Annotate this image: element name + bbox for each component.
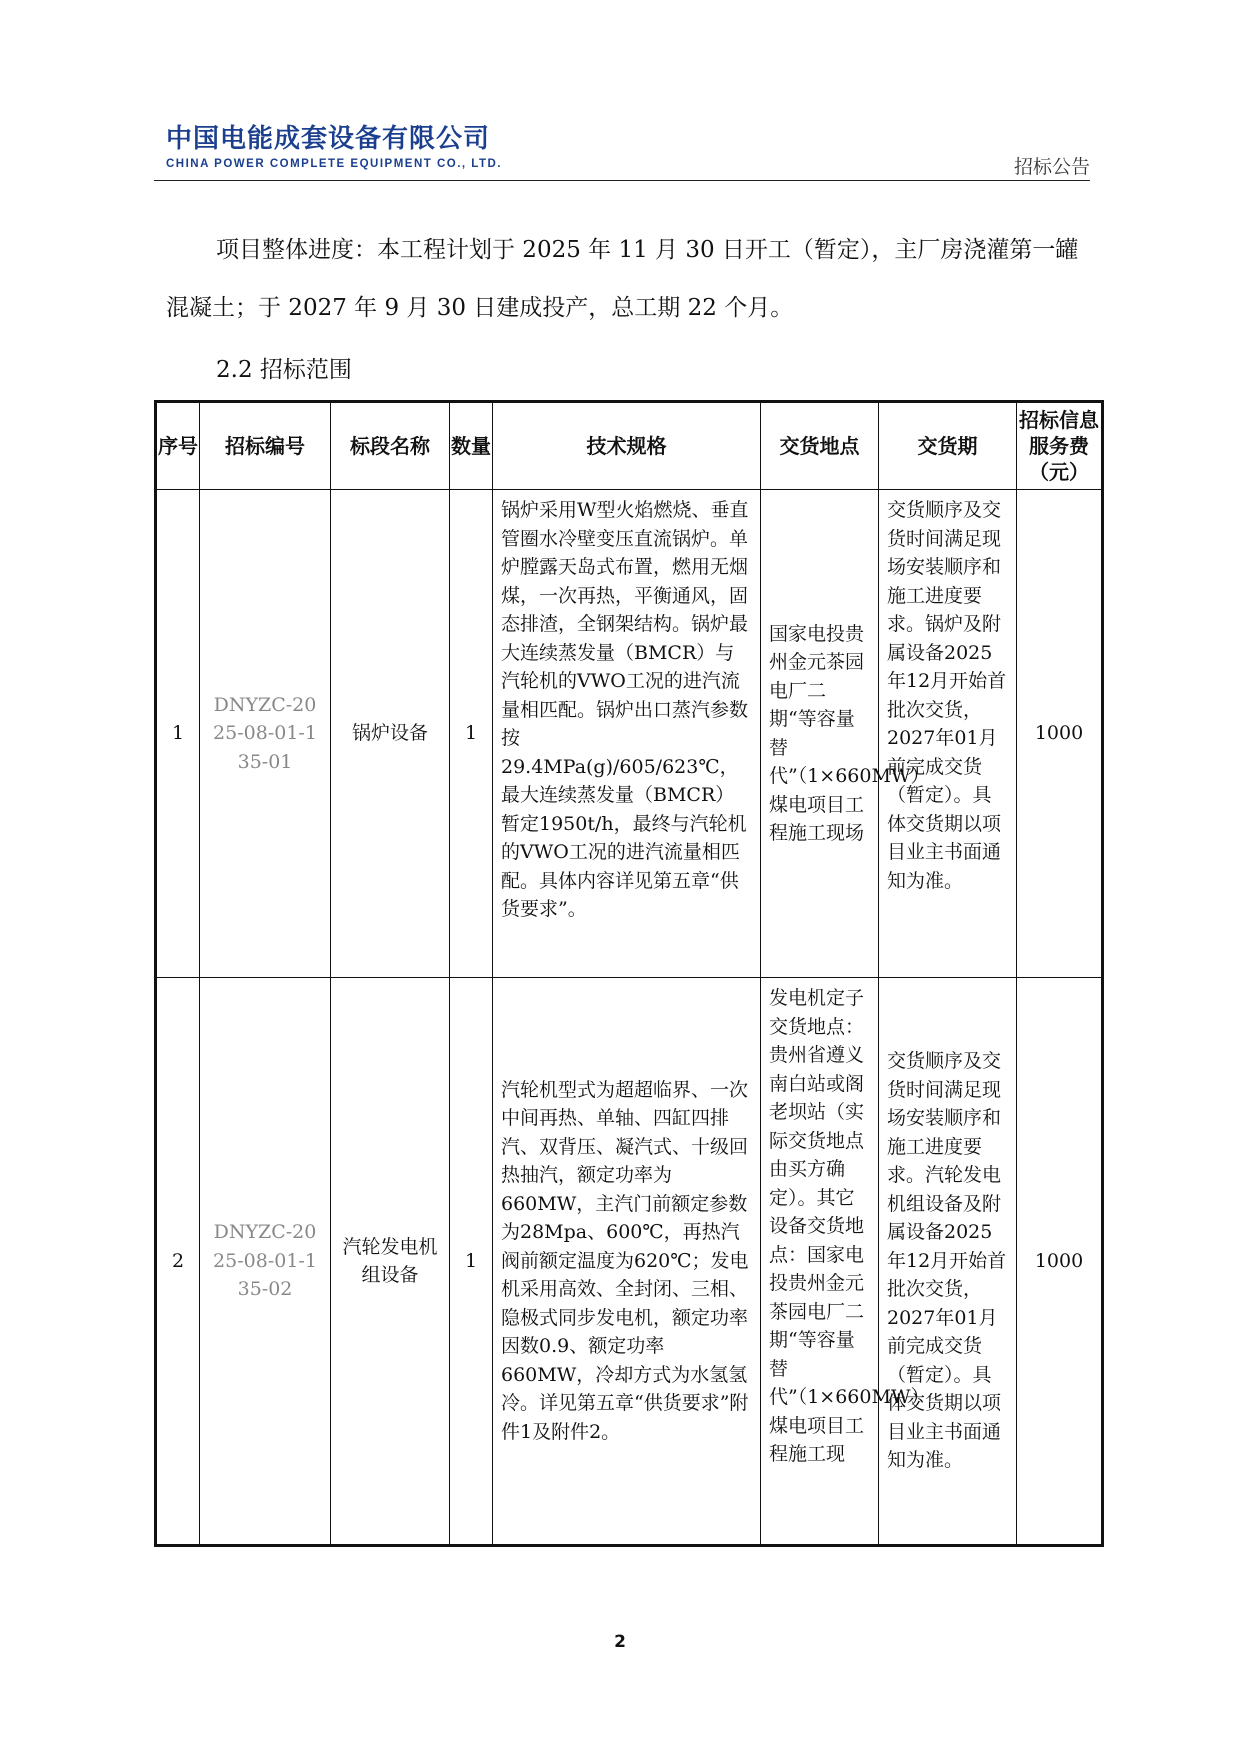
header-no: 序号 xyxy=(156,402,200,490)
row-place: 发电机定子交货地点：贵州省遵义南白站或阁老坝站（实际交货地点由买方确定）。其它设备交货地点：国家电投贵州金元茶园电厂二期“等容量替代”（1×660MW）煤电项目工程施工现 xyxy=(761,978,879,1546)
row-period: 交货顺序及交货时间满足现场安装顺序和施工进度要求。锅炉及附属设备2025年12月开始首批次交货，2027年01月前完成交货（暂定）。具体交货期以项目业主书面通知为准。 xyxy=(879,490,1017,978)
company-name-en: CHINA POWER COMPLETE EQUIPMENT CO., LTD. xyxy=(166,158,502,170)
row-spec: 锅炉采用W型火焰燃烧、垂直管圈水冷壁变压直流锅炉。单炉膛露天岛式布置，燃用无烟煤，一次再热，平衡通风，固态排渣，全钢架结构。锅炉最大连续蒸发量（BMCR）与汽轮机的VWO工况的进汽流量相匹配。锅炉出口蒸汽参数按29.4MPa(g)/605/623℃，最大连续蒸发量（BMCR）暂定1950t/h，最终与汽轮机的VWO工况的进汽流量相匹配。具体内容详见第五章“供货要求”。 xyxy=(493,490,761,978)
tender-scope-table xyxy=(154,400,1104,1547)
company-name-cn: 中国电能成套设备有限公司 xyxy=(166,124,491,154)
row-qty: 1 xyxy=(450,490,493,978)
table-row xyxy=(156,490,1103,978)
header-name: 标段名称 xyxy=(331,402,450,490)
row-spec: 汽轮机型式为超超临界、一次中间再热、单轴、四缸四排汽、双背压、凝汽式、十级回热抽汽，额定功率为660MW，主汽门前额定参数为28Mpa、600℃，再热汽阀前额定温度为620℃；发电机采用高效、全封闭、三相、隐极式同步发电机，额定功率因数0.9、额定功率660MW，冷却方式为水氢氢冷。详见第五章“供货要求”附件1及附件2。 xyxy=(493,978,761,1546)
section-title: 2.2 招标范围 xyxy=(216,357,352,383)
progress-line-1: 项目整体进度：本工程计划于 2025 年 11 月 30 日开工（暂定），主厂房浇灌第一罐 xyxy=(216,237,1079,263)
company-logo xyxy=(166,124,502,170)
header-fee: 招标信息服务费（元） xyxy=(1017,402,1103,490)
header-spec: 技术规格 xyxy=(493,402,761,490)
header-place: 交货地点 xyxy=(761,402,879,490)
row-no: 1 xyxy=(156,490,200,978)
row-qty: 1 xyxy=(450,978,493,1546)
row-fee: 1000 xyxy=(1017,490,1103,978)
row-no: 2 xyxy=(156,978,200,1546)
header-code: 招标编号 xyxy=(200,402,331,490)
row-name: 汽轮发电机组设备 xyxy=(331,978,450,1546)
progress-line-2: 混凝土；于 2027 年 9 月 30 日建成投产，总工期 22 个月。 xyxy=(166,295,794,321)
header-qty: 数量 xyxy=(450,402,493,490)
row-code: DNYZC-2025-08-01-135-01 xyxy=(200,490,331,978)
row-place: 国家电投贵州金元茶园电厂二期“等容量替代”（1×660MW）煤电项目工程施工现场 xyxy=(761,490,879,978)
row-period: 交货顺序及交货时间满足现场安装顺序和施工进度要求。汽轮发电机组设备及附属设备2025年12月开始首批次交货，2027年01月前完成交货（暂定）。具体交货期以项目业主书面通知为准。 xyxy=(879,978,1017,1546)
table-header-row xyxy=(156,402,1103,490)
row-fee: 1000 xyxy=(1017,978,1103,1546)
header-period: 交货期 xyxy=(879,402,1017,490)
page-number: 2 xyxy=(614,1632,626,1652)
table-row xyxy=(156,978,1103,1546)
row-code: DNYZC-2025-08-01-135-02 xyxy=(200,978,331,1546)
row-name: 锅炉设备 xyxy=(331,490,450,978)
header-divider xyxy=(154,180,1090,181)
document-type: 招标公告 xyxy=(1013,156,1090,178)
